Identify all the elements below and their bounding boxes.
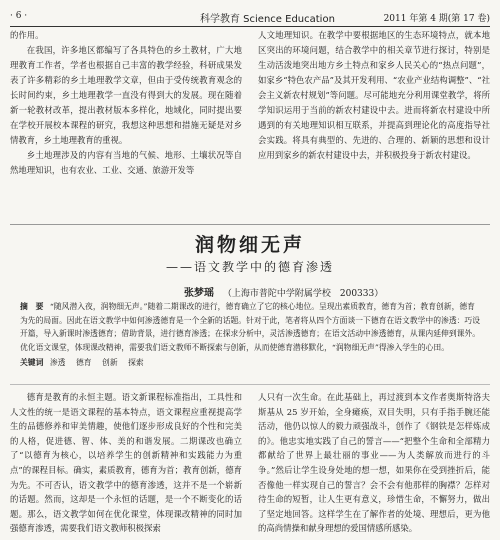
paragraph: 在我国，许多地区都编写了各具特色的乡土教材，广大地理教育工作者，学者也根据自己丰富的教学经验，科研成果发表了许多精彩的乡土地理教学文章，但由于受传统教育观念的长时间约束，乡土地理教学一直没有得到大的发展。现在随着新一轮教材改革，提出教材版本多样化，地域化，同时提出要在学校开展校本课程的研究，我想这种思想和措施无疑是对乡情教育，乡土地理教育的重视。 <box>10 45 242 145</box>
keyword: 探索 <box>128 358 144 367</box>
abstract-text: “随风潜入夜，润物细无声。”随着二期课改的进行，德育确立了它的核心地位。呈现出素质教育，德育为首；教育创新，德育为先的局面。因此在语文教学中如何渗透德育是一个全新的话题。针对于此，笔者将从四个方面谈一下德育在语文教学中的渗透：巧设开篇，导入新课时渗透德育；借助背景，进行德育渗透；在探求分析中，灵活渗透德育；在语文活动中渗透德育，从课内延伸到课外。优化语文课堂，体现课改精神，需要我们语文教师不断探索与创新，从而使德育潜移默化，“润物细无声”得渗入学生的心田。 <box>20 302 481 352</box>
body-left-column <box>10 390 242 536</box>
paragraph: 德育是教育的永恒主题。语文新课程标准指出，工具性和人文性的统一是语文课程的基本特点，语文课程应重视提高学生的品德修养和审美情趣，使他们逐步形成良好的个性和完美的人格，促进德、智、体、美的和谐发展。二期课改也确立了“以德育为核心，以培养学生的创新精神和实践能力为重点”的课程目标。确实，素质教育，德育为首；教育创新，德育为先。不可否认，语文教学中的德育渗透，这并不是一个崭新的话题。然而，这却是一个永恒的话题，是一个不断变化的话题。那么，语文教学如何在优化课堂，体现课改精神的同时加强德育渗透，需要我们语文教师积极探索 <box>10 392 242 534</box>
body-right-column <box>258 390 490 536</box>
journal-name: 科学教育 Science Education <box>200 14 335 25</box>
page-number: · 6 · <box>10 11 28 21</box>
paragraph: 的作用。 <box>10 30 44 40</box>
author-name: 张梦瑶 <box>184 288 214 299</box>
page-header <box>10 8 490 27</box>
paragraph: 人文地理知识。在教学中要根据地区的生态环境特点，就本地区突出的环境问题，结合教学中的相关章节进行探讨，特别是生动活泼地突出地方乡土特点和家乡人民关心的“热点问题”，如家乡“特色农产品”及其开发利用、“农业产业结构调整”、“社会主义新农村规划”等问题。尽可能地充分利用课堂教学，将所学知识运用于当前的新农村建设中去。进而将新农村建设中所遇到的有关地理知识相互联系，并提高到理论化的高度指导社会实践。将具有典型的、先进的、合理的、新颖的思想和设计应用到家乡的新农村建设中去，并积极投身于新农村建设。 <box>258 30 490 160</box>
abstract-divider <box>10 384 490 385</box>
abstract-label: 摘 要 <box>20 302 44 311</box>
keyword: 创新 <box>102 358 118 367</box>
article-title: 润物细无声 <box>194 234 305 256</box>
article-subtitle: ——语文教学中的德育渗透 <box>165 260 334 274</box>
abstract-block <box>20 300 482 370</box>
keywords-label: 关键词 <box>20 358 44 367</box>
paragraph: 人只有一次生命。在此基础上，再过渡到本文作者奥斯特洛夫斯基从 25 岁开始，全身瘫痪，双目失明，只有手指手腕还能活动，他仍以惊人的毅力顽强战斗，创作了《钢铁是怎样炼成的》。他忠实地实践了自己的誓言——“把整个生命和全部精力都献给了世界上最壮丽的事业——为人类解放而进行的斗争。”然后让学生设身处地的想一想，如果你在受到挫折后，能否像他一样实现自己的誓言？会不会有他那样的胸襟？怎样对待生命的短暂，让人生更有意义，珍惜生命，不懈努力，做出了坚定地回答。这样学生在了解作者的处境、理想后，更为他的高尚情操和献身理想的爱国情感所感染。 <box>258 392 490 534</box>
keyword: 德育 <box>75 358 92 367</box>
keywords-line <box>20 356 482 370</box>
section-divider <box>10 224 490 225</box>
top-left-column <box>10 28 242 178</box>
keyword: 渗透 <box>49 358 66 367</box>
author-line <box>184 284 383 299</box>
paragraph: 乡土地理涉及的内容有当地的气候、地形、土壤状况等自然地理知识，也有农业、工业、交通、旅游开发等 <box>10 150 242 175</box>
top-right-column <box>258 28 490 163</box>
author-affiliation: （上海市普陀中学附属学校 200333） <box>222 289 384 299</box>
issue-info: 2011 年第 4 期(第 17 卷) <box>383 14 490 24</box>
